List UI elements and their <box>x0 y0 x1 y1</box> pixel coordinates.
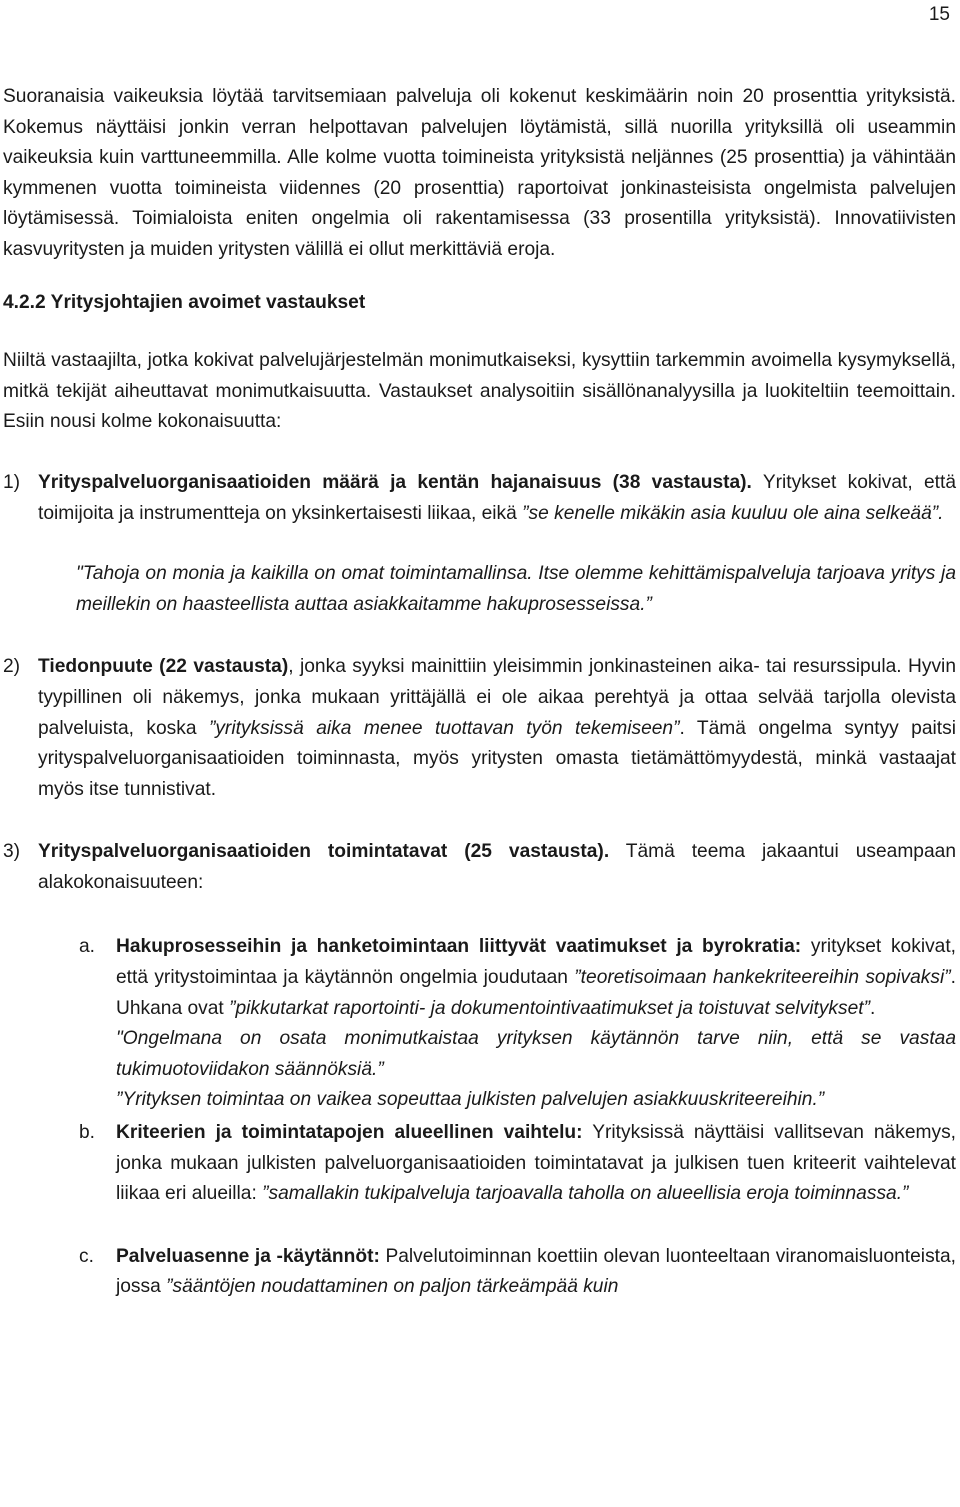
list-item-text: Tämä teema jakaantui useampaan alakokonaisuuteen: <box>38 841 956 893</box>
sub-item-b <box>79 1118 956 1210</box>
list-item-1 <box>3 468 956 529</box>
sub-item-quote: ”Yrityksen toimintaa on vaikea sopeuttaa julkisten palvelujen asiakkuuskriteereihin.” <box>116 1089 825 1111</box>
sub-item-quote-inline: ”teoretisoimaan hankekriteereihin sopivaksi” <box>574 967 951 989</box>
list-item-text: Yritykset kokivat, että toimijoita ja instrumentteja on yksinkertaisesti liikaa, eikä <box>38 471 956 524</box>
sub-letter: c. <box>79 1245 94 1267</box>
list-item-quote-inline: ”yrityksissä aika menee tuottavan työn tekemiseen” <box>208 717 680 739</box>
list-item-title: Yrityspalveluorganisaatioiden toimintatavat (25 vastausta). <box>38 841 610 863</box>
page-number: 15 <box>928 4 950 25</box>
list-item-3 <box>3 837 956 898</box>
sub-item-body <box>116 932 956 1116</box>
sub-item-text: . <box>870 997 876 1019</box>
sub-item-body <box>116 1118 956 1210</box>
list-item-text: . Tämä ongelma syntyy paitsi yrityspalveluorganisaatioiden toiminnasta, myös yritysten omasta tietämättömyydestä, minkä vastaajat myös itse tunnistivat. <box>38 717 956 800</box>
sub-item-text: . Uhkana ovat <box>116 967 956 1019</box>
list-item-title: Tiedonpuute (22 vastausta) <box>38 656 289 678</box>
sub-item-title: Kriteerien ja toimintatapojen alueellinen vaihtelu: <box>116 1122 583 1144</box>
sub-item-quote-inline: ”samallakin tukipalveluja tarjoavalla taholla on alueellisia eroja toiminnassa.” <box>262 1183 909 1205</box>
sub-item-body <box>116 1242 956 1303</box>
list-item-text: , jonka syyksi mainittiin yleisimmin jonkinasteinen aika- tai resurssipula. Hyvin tyypillinen oli näkemys, jonka mukaan yrittäjällä ei ole aikaa perehtyä ja ottaa selvää tarjolla olevista palveluista, koska <box>38 656 956 739</box>
section-paragraph: Niiltä vastaajilta, jotka kokivat palvelujärjestelmän monimutkaiseksi, kysyttiin tarkemmin avoimella kysymyksellä, mitkä tekijät aiheuttavat monimutkaisuutta. Vastaukset analysoitiin sisällönanalyysilla ja luokiteltiin teemoittain. Esiin nousi kolme kokonaisuutta: <box>3 350 956 433</box>
list-number: 2) <box>3 656 21 678</box>
list-item-2 <box>3 652 956 805</box>
block-quote: "Tahoja on monia ja kaikilla on omat toimintamallinsa. Itse olemme kehittämispalveluja tarjoava yritys ja meillekin on haasteellista auttaa asiakkaitamme hakuprosesseissa.” <box>76 563 956 615</box>
sub-item-a <box>79 932 956 1116</box>
list-item-title: Yrityspalveluorganisaatioiden määrä ja kentän hajanaisuus (38 vastausta). <box>38 471 752 493</box>
section-heading: 4.2.2 Yritysjohtajien avoimet vastaukset <box>3 291 366 313</box>
sub-item-text: Palvelutoiminnan koettiin olevan luonteeltaan viranomaisluonteista, jossa <box>116 1245 956 1298</box>
list-number: 1) <box>3 471 21 493</box>
sub-item-quote-inline: ”sääntöjen noudattaminen on paljon tärkeämpää kuin <box>166 1276 619 1298</box>
list-item-body <box>38 468 956 529</box>
sub-item-text: yritykset kokivat, että yritystoimintaa ja käytännön ongelmia joudutaan <box>116 936 957 989</box>
sub-item-text: Yrityksissä näyttäisi vallitsevan näkemys, jonka mukaan julkisten palveluorganisaatioiden toimintatavat ja julkisen tuen kriteerit vaihtelevat liikaa eri alueilla: <box>116 1122 956 1205</box>
list-item-body <box>38 837 956 898</box>
list-item-quote-inline: ”se kenelle mikäkin asia kuuluu ole aina selkeää”. <box>522 502 944 524</box>
sub-item-title: Hakuprosesseihin ja hanketoimintaan liittyvät vaatimukset ja byrokratia: <box>116 936 802 958</box>
sub-item-title: Palveluasenne ja -käytännöt: <box>116 1245 380 1267</box>
sub-item-quote-inline: ”pikkutarkat raportointi- ja dokumentointivaatimukset ja toistuvat selvitykset” <box>229 997 870 1019</box>
sub-letter: a. <box>79 936 96 958</box>
document-body <box>3 82 956 1303</box>
sub-item-c <box>79 1242 956 1303</box>
sub-letter: b. <box>79 1122 96 1144</box>
list-number: 3) <box>3 841 21 863</box>
intro-paragraph: Suoranaisia vaikeuksia löytää tarvitsemiaan palveluja oli kokenut keskimäärin noin 20 prosenttia yrityksistä. Kokemus näyttäisi jonkin verran helpottavan palvelujen löytämistä, sillä nuorilla yrityksillä oli useammin vaikeuksia kuin varttuneemmilla. Alle kolme vuotta toimineista yrityksistä neljännes (25 prosenttia) ja vähintään kymmenen vuotta toimineista viidennes (20 prosenttia) raportoivat jonkinasteisista ongelmista palvelujen löytämisessä. Toimialoista eniten ongelmia oli rakentamisessa (33 prosentilla yrityksistä). Innovatiivisten kasvuyritysten ja muiden yritysten välillä ei ollut merkittäviä eroja. <box>3 86 956 260</box>
sub-item-quote: "Ongelmana on osata monimutkaistaa yrityksen käytännön tarve niin, että se vastaa tukimuotoviidakon säännöksiä.” <box>116 1028 956 1080</box>
list-item-body <box>38 652 956 805</box>
